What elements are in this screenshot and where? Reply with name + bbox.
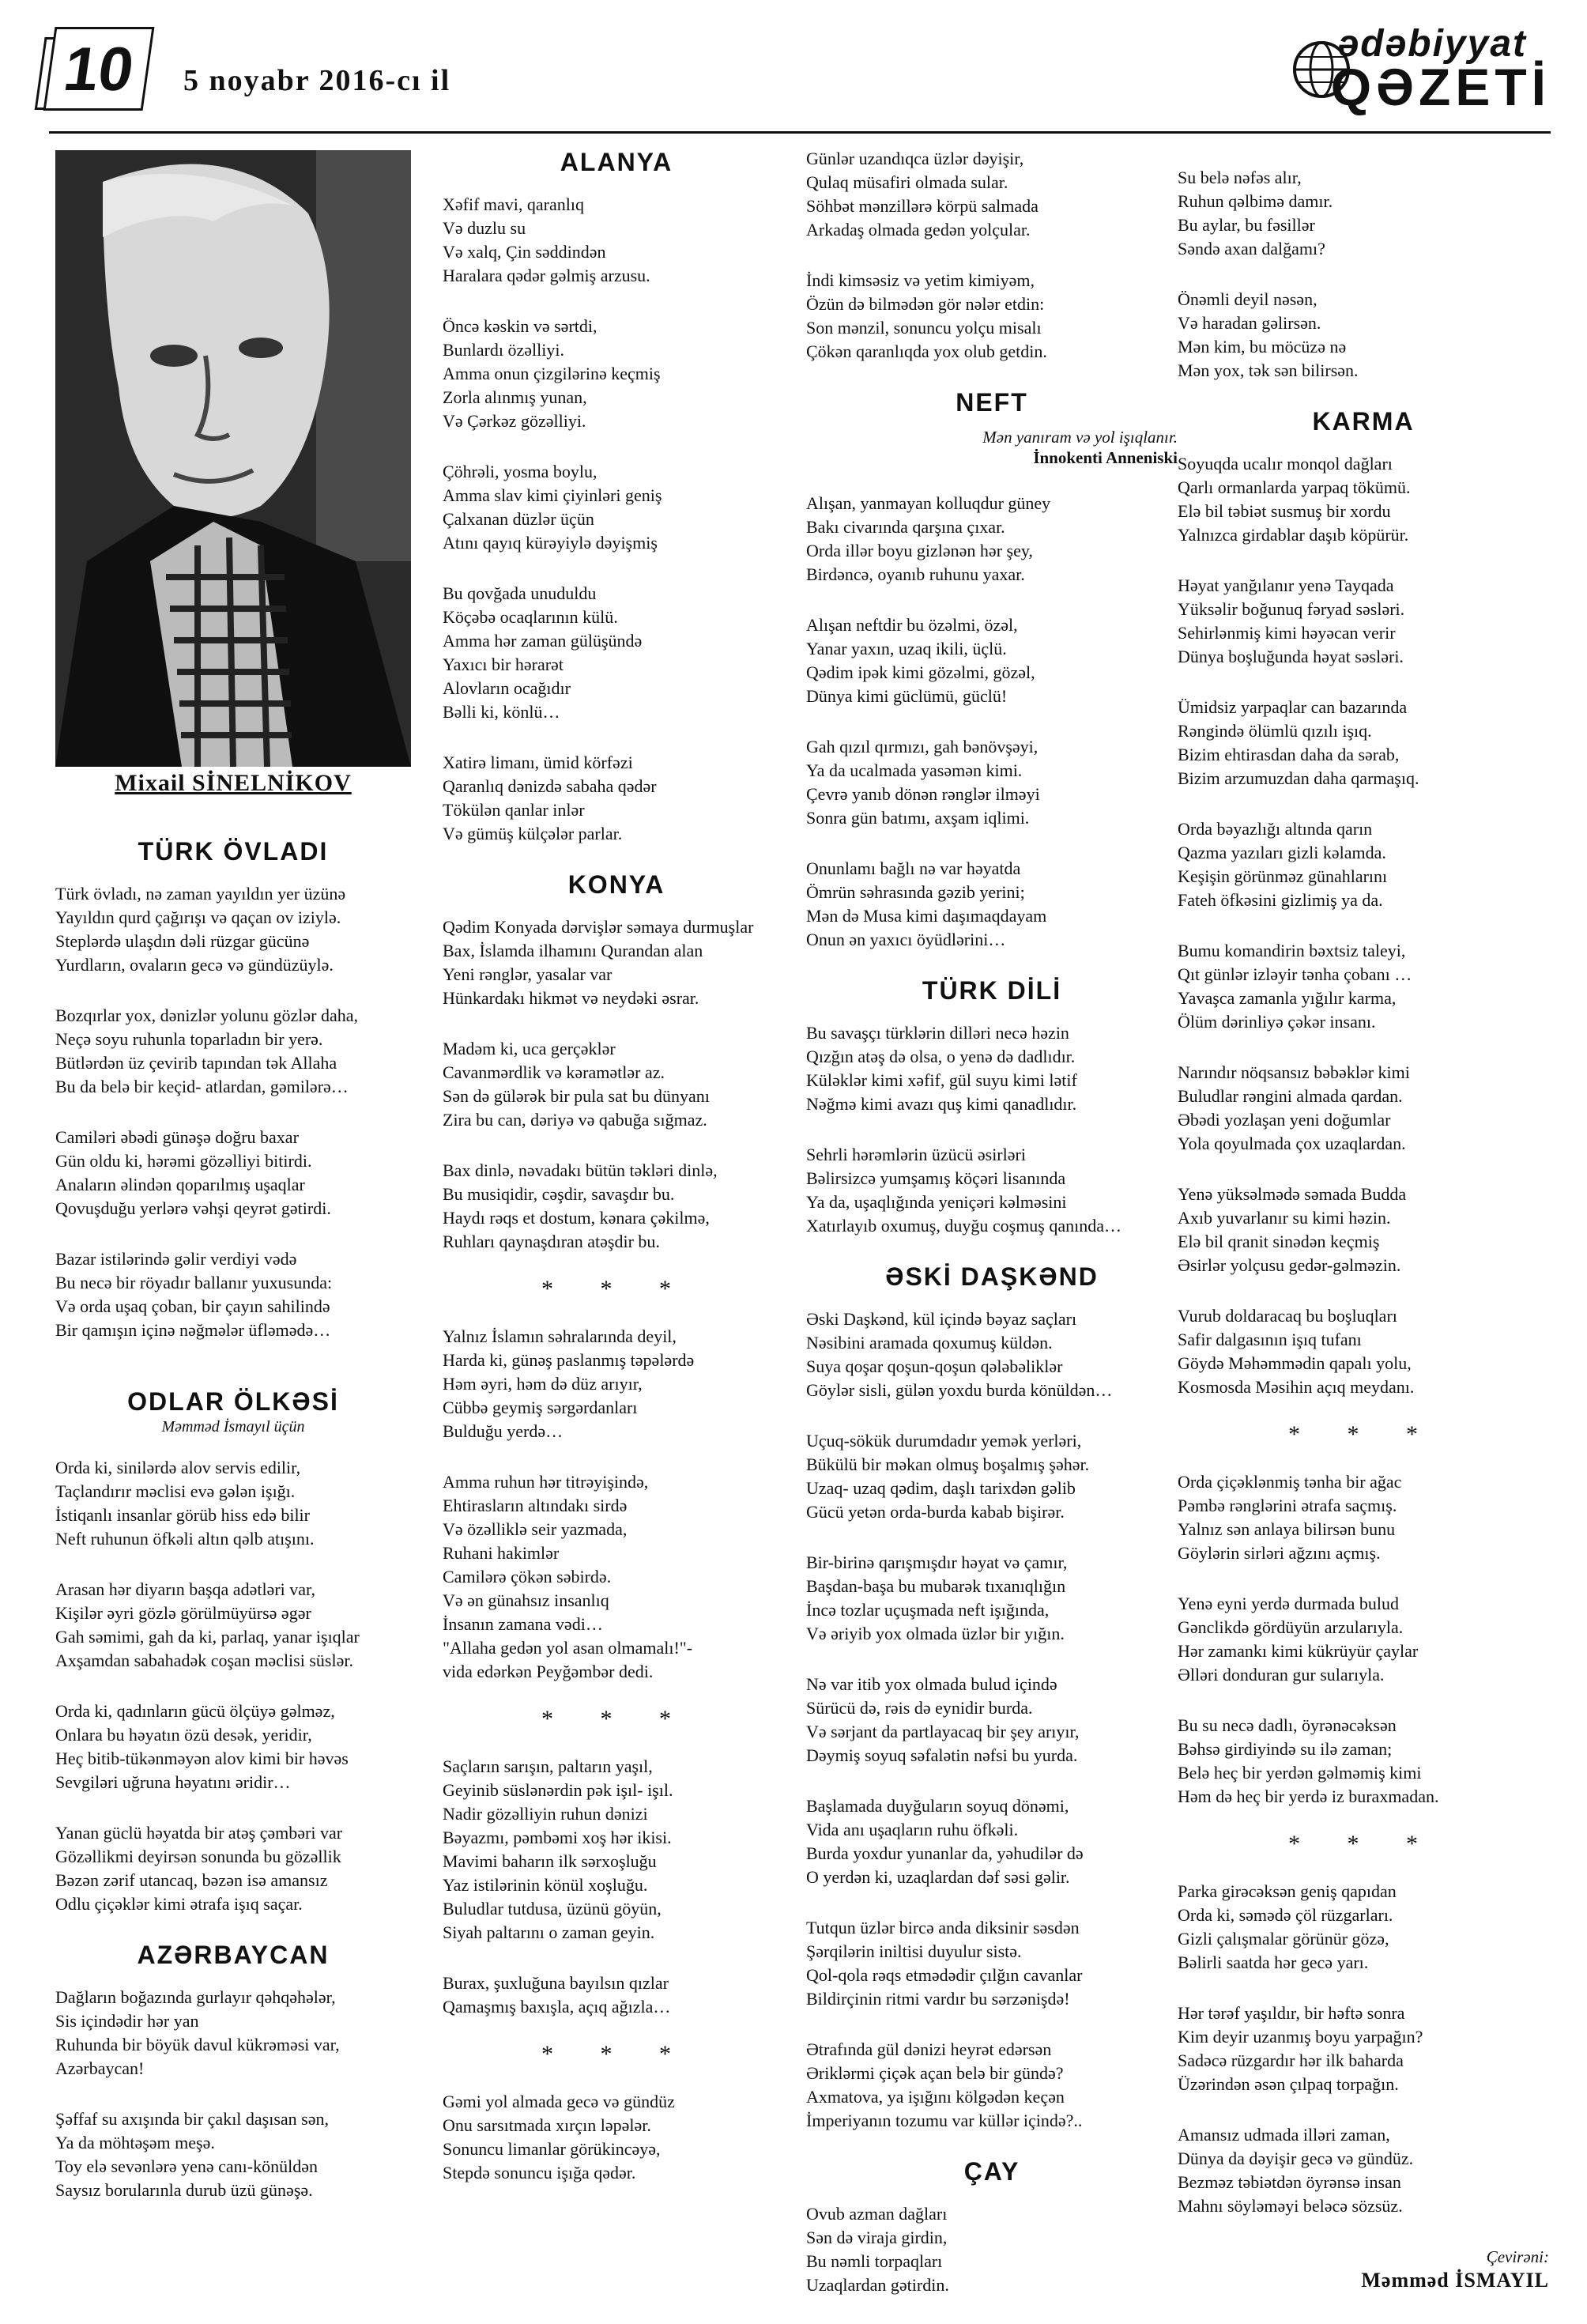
stanza: Xatirə limanı, ümid körfəzi Qaranlıq dənizdə sabaha qədər Tökülən qanlar inlər Və gümüş külçələr parlar. [443, 753, 657, 843]
stanza: Narındır nöqsansız bəbəklər kimi Buludlar rəngini almada qardan. Əbədi yozlaşan yeni doğumlar Yola qoyulmada çox uzaqlardan. [1178, 1062, 1410, 1153]
stanza: Bazar istilərində gəlir verdiyi vədə Bu necə bir röyadır ballanır yuxusunda: Və orda uşaq çoban, bir çayın sahilində Bir qamışın içinə nəğmələr üfləmədə… [55, 1249, 333, 1340]
stanza: Başlamada duyğuların soyuq dönəmi, Vida anı uşaqların ruhu öfkəli. Burda yoxdur yunanlar da, yəhudilər də O yerdən ki, uzaqlardan dəf səsi gəlir. [806, 1796, 1084, 1887]
author-portrait-image [55, 150, 411, 767]
poem-title-cay: ÇAY [963, 2157, 1020, 2186]
stanza: Dağların boğazında gurlayır qəhqəhələr, Sis içindədir hər yan Ruhunda bir böyük davul kükrəməsi var, Azərbaycan! [55, 1987, 340, 2078]
stanza: Ovub azman dağları Sən də viraja girdin, Bu nəmli torpaqları Uzaqlardan gətirdin. [806, 2204, 949, 2295]
newspaper-logo [1266, 22, 1551, 117]
column-2 [443, 150, 790, 2212]
logo-line-2: QƏZETİ [1330, 58, 1551, 116]
stanza: Parka girəcəksən geniş qapıdan Orda ki, səmədə çöl rüzgarları. Gizli çalışmalar görünür gözə, Bəlirli saatda hər gecə yarı. [1178, 1881, 1397, 1972]
stanza: İndi kimsəsiz və yetim kimiyəm, Özün də bilmədən gör nələr etdin: Son mənzil, sonuncu yolçu misalı Çökən qaranlıqda yox olub getdin. [806, 270, 1047, 361]
stanza: Yanan güclü həyatda bir atəş çəmbəri var Gözəllikmi deyirsən sonunda bu gözəllik Bəzən zərif utancaq, bəzən isə amansız Odlu çiçəklər kimi ətrafa işıq saçar. [55, 1823, 343, 1914]
stanza: Bumu komandirin bəxtsiz taleyi, Qıt günlər izləyir tənha çobanı … Yavaşca zamanla yığılır karma, Ölüm dərinliyə çəkər insanı. [1178, 941, 1412, 1032]
epigraph-author: İnnokenti Anneniski [1033, 448, 1178, 467]
stanza: Alışan neftdir bu özəlmi, özəl, Yanar yaxın, uzaq ikili, üçlü. Qədim ipək kimi gözəlmi, gözəl, Dünya kimi güclümü, güclü! [806, 615, 1035, 706]
stanza: Burax, şuxluğuna bayılsın qızlar Qamaşmış baxışla, açıq ağızla… [443, 1973, 671, 2017]
stanza: Önəmli deyil nəsən, Və haradan gəlirsən. Mən kim, bu möcüzə nə Mən yox, tək sən bilirsən. [1178, 289, 1359, 380]
poem-title-alanya: ALANYA [560, 148, 673, 176]
header-rule [49, 131, 1551, 134]
stanza: Saçların sarışın, paltarın yaşıl, Geyinib süslənərdin pək işıl- işıl. Nadir gözəlliyin ruhun dənizi Bəyazmı, pəmbəmi xoş hər ikisi. Mavimi baharın ilk sərxoşluğu Yaz istilərinin könül xoşluğu. Buludlar tutdusa, üzünü göyün, Siyah paltarını o zaman geyin. [443, 1756, 673, 1942]
stanza: Uçuq-sökük durumdadır yemək yerləri, Bükülü bir məkan olmuş boşalmış şəhər. Uzaq- uzaq qədim, daşlı tarixdən gəlib Gücü yetən orda-burda kabab bişirər. [806, 1431, 1090, 1522]
stanza: Əski Daşkənd, kül içində bəyaz saçları Nəsibini aramada qoxumuş küldən. Suya qoşar qoşun-qoşun qələbəliklər Göylər sisli, gülən yoxdu burda könüldən… [806, 1309, 1113, 1400]
stanza: Sehrli hərəmlərin üzücü əsirləri Bəlirsizcə yumşamış köçəri lisanında Ya da, uşaqlığında yeniçəri kəlməsini Xatırlayıb oxumuş, duyğu coşmuş qanında… [806, 1145, 1122, 1236]
stanza: Xəfif mavi, qaranlıq Və duzlu su Və xalq, Çin səddindən Haralara qədər gəlmiş arzusu. [443, 194, 650, 285]
poem-title-karma: KARMA [1312, 407, 1415, 436]
stanza: Yenə yüksəlmədə səmada Budda Axıb yuvarlanır su kimi həzin. Elə bil qranit sinədən keçmiş Əsirlər yolçusu gedər-gəlməzin. [1178, 1184, 1407, 1275]
epigraph-quote: Mən yanıram və yol işıqlanır. [982, 428, 1178, 447]
epigraph [806, 427, 1178, 468]
author-photo [55, 150, 411, 767]
logo-line-1: ədəbiyyat [1337, 23, 1527, 65]
stanza: Bozqırlar yox, dənizlər yolunu gözlər daha, Neçə soyu ruhunla toparladın bir yerə. Bütlərdən üz çevirib tapından tək Allaha Bu da belə bir keçid- atlardan, gəmilərə… [55, 1005, 359, 1096]
stanza: Bu qovğada unuduldu Köçəbə ocaqlarının külü. Amma hər zaman gülüşündə Yaxıcı bir hərarət Alovların ocağıdır Bəlli ki, könlü… [443, 583, 643, 722]
poem-title-odlar-olkesi: ODLAR ÖLKƏSİ [127, 1387, 339, 1416]
stanza: Şəffaf su axışında bir çakıl daşısan sən, Ya da möhtəşəm meşə. Toy elə sevənlərə yenə canı-könüldən Saysız borularınla durub üzü günəşə. [55, 2109, 330, 2200]
poem-title-turk-dili: TÜRK DİLİ [922, 976, 1062, 1005]
stanza: Orda ki, sinilərdə alov servis edilir, Taçlandırır məclisi evə gələn işığı. İstiqanlı insanlar görüb hiss edə bilir Neft ruhunun öfkəli altın qəlb atışını. [55, 1458, 315, 1549]
column-4 [1178, 150, 1549, 2292]
stanza: Həyat yanğılanır yenə Tayqada Yüksəlir boğunuq fəryad səsləri. Sehirlənmiş kimi həyəcan verir Dünya boşluğunda həyat səsləri. [1178, 575, 1405, 666]
poem-title-neft: NEFT [956, 388, 1028, 417]
stanza: Bax dinlə, nəvadakı bütün təkləri dinlə, Bu musiqidir, cəşdir, savaşdır bu. Haydı rəqs et dostum, kənara çəkilmə, Ruhları qaynaşdıran atəşdir bu. [443, 1160, 718, 1251]
section-separator: * * * [1288, 1421, 1438, 1447]
section-separator: * * * [541, 2041, 692, 2067]
stanza: Soyuqda ucalır monqol dağları Qarlı ormanlarda yarpaq tökümü. Elə bil təbiət susmuş bir xordu Yalnızca girdablar daşıb köpürür. [1178, 454, 1411, 545]
stanza: Orda ki, qadınların gücü ölçüyə gəlməz, Onlara bu həyatın özü desək, yeridir, Heç bitib-tükənməyən alov kimi bir həvəs Sevgiləri uğruna həyatını əridir… [55, 1701, 349, 1792]
masthead [49, 22, 1551, 117]
stanza: Alışan, yanmayan kolluqdur güney Bakı civarında qarşına çıxar. Orda illər boyu gizlənən hər şey, Birdəncə, oyanıb ruhunu yaxar. [806, 493, 1051, 584]
book-icon [35, 37, 55, 110]
stanza: Orda çiçəklənmiş tənha bir ağac Pəmbə rənglərini ətrafa saçmış. Yalnız sən anlaya bilirsən bunu Göylərin sirləri ağzını açmış. [1178, 1472, 1402, 1563]
stanza: Ümidsiz yarpaqlar can bazarında Rəngində ölümlü qızılı işıq. Bizim ehtirasdan daha da sərab, Bizim arzumuzdan daha qarmaşıq. [1178, 697, 1419, 788]
stanza: Tutqun üzlər bircə anda diksinir səsdən Şərqilərin iniltisi duyulur sistə. Qol-qola rəqs etmədədir çılğın cavanlar Bildirçinin ritmi vardır bu sərzənişdə! [806, 1918, 1083, 2009]
stanza: Günlər uzandıqca üzlər dəyişir, Qulaq müsafiri olmada sular. Söhbət mənzillərə körpü salmada Arkadaş olmada gedən yolçular. [806, 149, 1039, 240]
stanza: Bir-birinə qarışmışdır həyat və çamır, Başdan-başa bu mubarək tıxanıqlığın İncə tozlar uçuşmada neft işığında, Və əriyib yox olmada üzlər bir yığın. [806, 1552, 1068, 1643]
stanza: Madəm ki, uca gerçəklər Cavanmərdlik və kəramətlər az. Sən də gülərək bir pula sat bu dünyanı Zira bu can, dəriyə və qabuğa sığmaz. [443, 1039, 710, 1130]
stanza: Ətrafında gül dənizi heyrət edərsən Əriklərmi çiçək açan belə bir gündə? Axmatova, ya işığını kölgədən keçən İmperiyanın tozumu var küllər içində?.. [806, 2039, 1083, 2130]
section-separator: * * * [541, 1706, 692, 1732]
stanza: Gəmi yol almada gecə və gündüz Onu sarsıtmada xırçın ləpələr. Sonuncu limanlar görükincəyə, Stepdə sonuncu işığa qədər. [443, 2092, 675, 2183]
section-separator: * * * [541, 1276, 692, 1302]
stanza: Amma ruhun hər titrəyişində, Ehtirasların altındakı sirdə Və özəlliklə seir yazmada, Ruhani hakimlər Camilərə çökən səbirdə. Və ən günahsız insanlıq İnsanın zamana vədi… "Allaha gedən yol asan olmamalı!"- vida edərkən Peyğəmbər dedi. [443, 1472, 693, 1681]
poem-dedication: Məmməd İsmayıl üçün [161, 1418, 305, 1436]
stanza: Öncə kəskin və sərtdi, Bunlardı özəlliyi. Amma onun çizgilərinə keçmiş Zorla alınmış yunan, Və Çərkəz gözəlliyi. [443, 316, 661, 431]
stanza: Su belə nəfəs alır, Ruhun qəlbimə damır. Bu aylar, bu fəsillər Səndə axan dalğamı? [1178, 168, 1333, 258]
stanza: Qədim Konyada dərvişlər səmaya durmuşlar Bax, İslamda ilhamını Qurandan alan Yeni rənglər, yasalar var Hünkardakı hikmət və neydəki əsrar. [443, 917, 754, 1008]
author-name: Mixail SİNELNİKOV [115, 770, 352, 796]
section-separator: * * * [1288, 1831, 1438, 1857]
stanza: Çöhrəli, yosma boylu, Amma slav kimi çiyinləri geniş Çalxanan düzlər üçün Atını qayıq kürəyiylə dəyişmiş [443, 462, 662, 553]
stanza: Onunlamı bağlı nə var həyatda Ömrün səhrasında gəzib yerini; Mən də Musa kimi daşımaqdayam Onun ən yaxıcı öyüdlərini… [806, 858, 1047, 949]
translator-signature [1178, 2245, 1549, 2292]
stanza: Vurub doldaracaq bu boşluqları Safir dalgasının işıq tufanı Göydə Məhəmmədin qapalı yolu, Kosmosda Məsihin açıq meydanı. [1178, 1306, 1415, 1397]
stanza: Gah qızıl qırmızı, gah bənövşəyi, Ya da ucalmada yasəmən kimi. Çevrə yanıb dönən rənglər ilməyi Sonra gün batımı, axşam iqlimi. [806, 737, 1040, 828]
poem-title-azerbaycan: AZƏRBAYCAN [137, 1941, 330, 1969]
stanza: Hər tərəf yaşıldır, bir həftə sonra Kim deyir uzanmış boyu yarpağın? Sadəcə rüzgardır hər ilk baharda Üzərindən əsən çılpaq torpağın. [1178, 2003, 1423, 2094]
column-1 [55, 150, 411, 2229]
poem-title-turk-ovladi: TÜRK ÖVLADI [138, 837, 329, 866]
stanza: Orda bəyazlığı altında qarın Qazma yazıları gizli kəlamda. Keşişin görünməz günahlarını Fateh öfkəsini gizlimiş ya da. [1178, 819, 1388, 910]
poem-title-eski-daskend: ƏSKİ DAŞKƏND [885, 1262, 1099, 1291]
stanza: Yalnız İslamın səhralarında deyil, Harda ki, günəş paslanmış təpələrdə Həm əyri, həm də düz arıyır, Cübbə geymiş sərgərdanları Bulduğu yerdə… [443, 1326, 695, 1441]
stanza: Nə var itib yox olmada bulud içində Sürücü də, rəis də eynidir burda. Və sərjant da partlayacaq bir şey arıyır, Dəymiş soyuq səfalətin nəfsi bu yurda. [806, 1674, 1080, 1765]
stanza: Amansız udmada illəri zaman, Dünya da dəyişir gecə və gündüz. Bezməz təbiətdən öyrənsə insan Mahnı söyləməyi beləcə sözsüz. [1178, 2125, 1414, 2216]
stanza: Bu savaşçı türklərin dilləri necə həzin Qızğın atəş də olsa, o yenə də dadlıdır. Küləklər kimi xəfif, gül suyu kimi lətif Nəğmə kimi avazı quş kimi qanadlıdır. [806, 1023, 1077, 1114]
stanza: Bu su necə dadlı, öyrənəcəksən Bəhsə girdiyində su ilə zaman; Belə heç bir yerdən gəlməmiş kimi Həm də heç bir yerdə iz buraxmadan. [1178, 1715, 1439, 1806]
stanza: Türk övladı, nə zaman yayıldın yer üzünə Yayıldın qurd çağırışı və qaçan ov iziylə. Steplərdə ulaşdın dəli rüzgar gücünə Yurdların, ovaların gecə və gündüzüylə. [55, 884, 346, 975]
stanza: Yenə eyni yerdə durmada bulud Gənclikdə gördüyün arzularıyla. Hər zamankı kimi kükrüyür çaylar Əlləri donduran gur sularıyla. [1178, 1594, 1419, 1685]
poem-title-konya: KONYA [567, 870, 665, 899]
stanza: Camiləri əbədi günəşə doğru baxar Gün oldu ki, hərəmi gözəlliyi bitirdi. Anaların əlindən qoparılmış uşaqlar Qovuşduğu yerlərə vəhşi qeyrət gətirdi. [55, 1127, 331, 1218]
column-3 [806, 150, 1178, 2324]
stanza: Arasan hər diyarın başqa adətləri var, Kişilər əyri gözlə görülmüyürsə əgər Gah səmimi, gah da ki, parlaq, yanar işıqlar Axşamdan sabahadək coşan məclisi süslər. [55, 1579, 360, 1670]
issue-date: 5 noyabr 2016-cı il [183, 64, 451, 97]
translator-role: Çevirəni: [1486, 2247, 1549, 2266]
page-number: 10 [43, 27, 155, 111]
translator-name: Məmməd İSMAYIL [1361, 2269, 1549, 2292]
